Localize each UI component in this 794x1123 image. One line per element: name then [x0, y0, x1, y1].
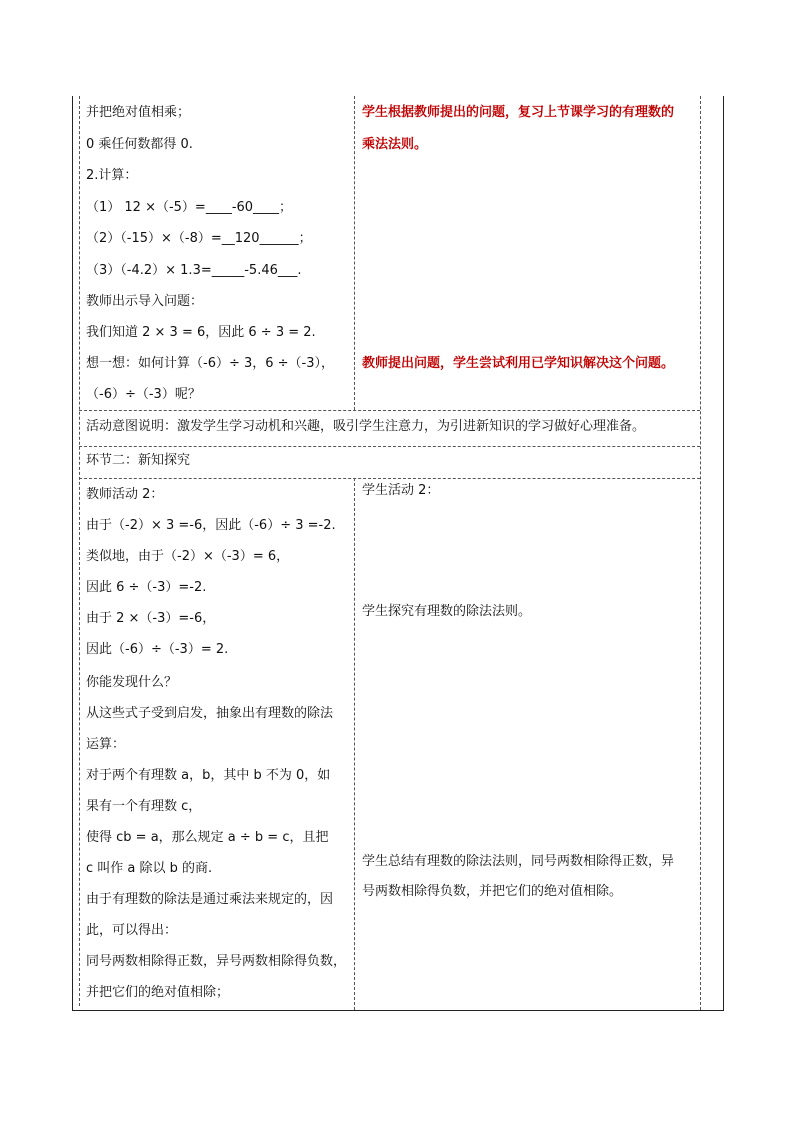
teacher-line: 由于有理数的除法是通过乘法来规定的，因 [86, 892, 334, 907]
teacher-line: 同号两数相除得正数，异号两数相除得负数， [86, 954, 347, 969]
teacher-line: 我们知道 2 × 3 = 6，因此 6 ÷ 3 = 2. [86, 325, 316, 340]
teacher-line: 并把它们的绝对值相除； [86, 985, 230, 1000]
teacher-line: 由于（-2）× 3 =-6，因此（-6）÷ 3 =-2. [86, 518, 336, 533]
teacher-line: 并把绝对值相乘； [86, 105, 191, 120]
student-activity-line-1: 学生探究有理数的除法法则。 [362, 604, 532, 619]
column-divider-2 [354, 478, 355, 1010]
table-inner-left-border [79, 96, 80, 1006]
teacher-line: 教师活动 2： [86, 487, 164, 502]
teacher-line: （-6）÷（-3）呢？ [86, 387, 201, 402]
teacher-line: 因此（-6）÷（-3）= 2. [86, 642, 229, 657]
row-separator-3 [79, 478, 700, 479]
teacher-line: 对于两个有理数 a，b，其中 b 不为 0，如 [86, 768, 331, 783]
teacher-line: （2）（-15）×（-8）=__120______； [86, 231, 312, 246]
teacher-line: 2.计算： [86, 168, 138, 183]
teacher-line: （1） 12 ×（-5）=____-60____； [86, 200, 293, 215]
teacher-line: （3）（-4.2）× 1.3=_____-5.46___. [86, 263, 302, 278]
teacher-line: 果有一个有理数 c， [86, 799, 202, 814]
column-divider-1 [354, 96, 355, 410]
row-separator-1 [79, 410, 700, 411]
teacher-line: 由于 2 ×（-3）=-6， [86, 611, 216, 626]
student-activity-title: 学生活动 2： [362, 483, 440, 498]
student-note-1-line-2: 乘法法则。 [362, 137, 428, 152]
teacher-line: 类似地，由于（-2）×（-3）= 6， [86, 549, 290, 564]
teacher-line: 使得 cb = a，那么规定 a ÷ b = c，且把 [86, 830, 329, 845]
teacher-line: 你能发现什么？ [86, 675, 178, 690]
teacher-line: 从这些式子受到启发，抽象出有理数的除法 [86, 706, 334, 721]
student-activity-line-2b: 号两数相除得负数，并把它们的绝对值相除。 [362, 884, 623, 899]
section2-title: 环节二：新知探究 [86, 453, 191, 468]
teacher-line: 0 乘任何数都得 0. [86, 137, 193, 152]
student-note-1-line-1: 学生根据教师提出的问题，复习上节课学习的有理数的 [362, 105, 675, 120]
teacher-line: 因此 6 ÷（-3）=-2. [86, 580, 207, 595]
activity-intent: 活动意图说明：激发学生学习动机和兴趣，吸引学生注意力，为引进新知识的学习做好心理准备。 [86, 419, 646, 434]
teacher-line: 想一想：如何计算（-6）÷ 3，6 ÷（-3）， [86, 356, 335, 371]
teacher-line: 教师出示导入问题： [86, 294, 204, 309]
table-inner-right-border [700, 96, 701, 1010]
student-activity-line-2a: 学生总结有理数的除法法则，同号两数相除得正数，异 [362, 854, 675, 869]
teacher-line: 此，可以得出： [86, 923, 178, 938]
teacher-line: c 叫作 a 除以 b 的商. [86, 861, 213, 876]
teacher-line: 运算： [86, 737, 126, 752]
student-note-2: 教师提出问题，学生尝试利用已学知识解决这个问题。 [362, 356, 675, 371]
row-separator-2 [79, 446, 700, 447]
